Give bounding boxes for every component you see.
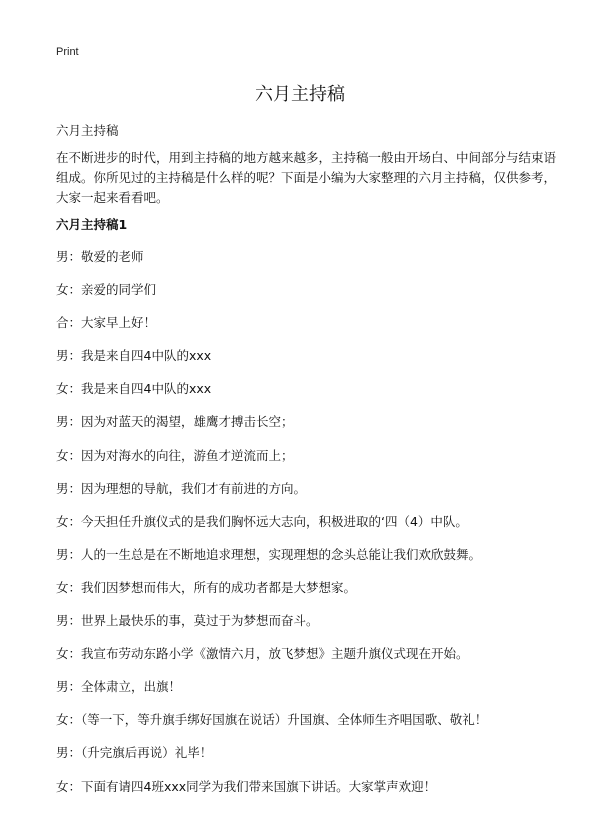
- dialogue-line: 男：因为对蓝天的渴望，雄鹰才搏击长空；: [56, 414, 294, 430]
- dialogue-line: 男：（升完旗后再说）礼毕！: [56, 745, 213, 761]
- print-label: Print: [56, 46, 79, 58]
- dialogue-line: 男：人的一生总是在不断地追求理想，实现理想的念头总能让我们欢欣鼓舞。: [56, 546, 482, 562]
- dialogue-line: 女：今天担任升旗仪式的是我们胸怀远大志向，积极进取的‘四（4）中队。: [56, 513, 468, 529]
- intro-paragraph: 在不断进步的时代，用到主持稿的地方越来越多，主持稿一般由开场白、中间部分与结束语组成。你所见过的主持稿是什么样的呢？下面是小编为大家整理的六月主持稿，仅供参考，大家一起来看看吧。: [56, 150, 557, 205]
- dialogue-line: 女：我是来自四4中队的xxx: [56, 381, 212, 397]
- dialogue-line: 女：亲爱的同学们: [56, 282, 157, 298]
- dialogue-line: 男：世界上最快乐的事，莫过于为梦想而奋斗。: [56, 613, 319, 629]
- document-subtitle: 六月主持稿: [56, 123, 119, 138]
- dialogue-line: 男：敬爱的老师: [56, 249, 144, 264]
- dialogue-line: 女：我宣布劳动东路小学《激情六月，放飞梦想》主题升旗仪式现在开始。: [56, 646, 469, 662]
- dialogue-line: 男：我是来自四4中队的xxx: [56, 348, 212, 364]
- dialogue-line: 合：大家早上好！: [56, 315, 157, 331]
- dialogue-line: 女：（等一下，等升旗手绑好国旗在说话）升国旗、全体师生齐唱国歌、敬礼！: [56, 712, 488, 728]
- dialogue-line: 女：下面有请四4班xxx同学为我们带来国旗下讲话。大家掌声欢迎！: [56, 778, 437, 794]
- dialogue-line: 男：因为理想的导航，我们才有前进的方向。: [56, 480, 307, 496]
- dialogue-line: 男：全体肃立，出旗！: [56, 679, 182, 695]
- dialogue-line: 女：因为对海水的向往，游鱼才逆流而上；: [56, 447, 294, 463]
- dialogue-list: [56, 250, 576, 813]
- dialogue-line: 女：我们因梦想而伟大，所有的成功者都是大梦想家。: [56, 579, 357, 595]
- section-heading: 六月主持稿1: [56, 217, 128, 232]
- document-title: 六月主持稿: [255, 84, 345, 105]
